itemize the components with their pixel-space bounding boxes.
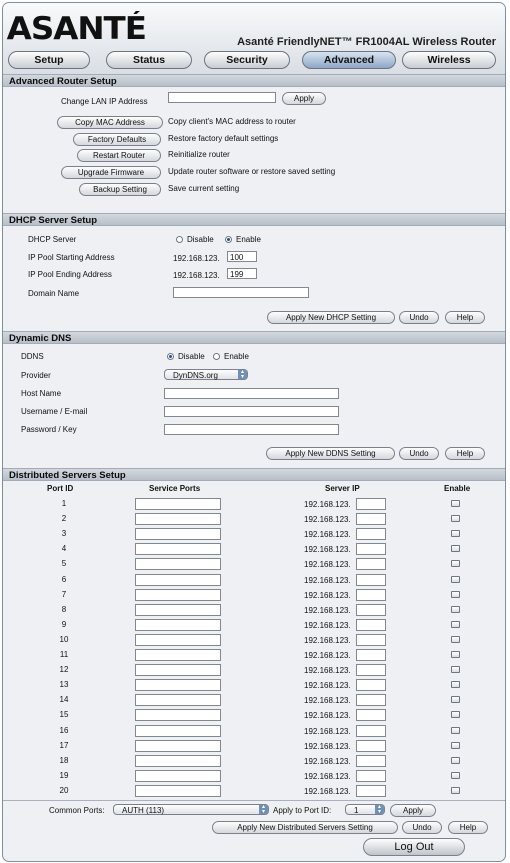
server-ip-prefix: 192.168.123. [304, 500, 351, 509]
router-admin-window [2, 2, 506, 862]
tab-setup[interactable]: Setup [8, 51, 90, 69]
enable-checkbox[interactable] [451, 576, 460, 583]
copy-mac-desc: Copy client's MAC address to router [168, 117, 296, 126]
dhcp-server-label: DHCP Server [28, 235, 77, 244]
port-id-cell: 7 [61, 590, 67, 599]
server-ip-input[interactable] [356, 513, 386, 525]
enable-checkbox[interactable] [451, 651, 460, 658]
enable-checkbox[interactable] [451, 515, 460, 522]
service-port-input[interactable] [135, 634, 221, 646]
common-ports-select[interactable] [113, 804, 269, 815]
server-ip-prefix: 192.168.123. [304, 515, 351, 524]
enable-checkbox[interactable] [451, 560, 460, 567]
apply-to-port-label: Apply to Port ID: [273, 806, 332, 815]
tab-advanced[interactable]: Advanced [302, 51, 396, 69]
service-port-input[interactable] [135, 574, 221, 586]
apply-ddns-button[interactable]: Apply New DDNS Setting [266, 447, 395, 460]
server-ip-input[interactable] [356, 543, 386, 555]
server-ip-input[interactable] [356, 740, 386, 752]
servers-undo-button[interactable]: Undo [402, 821, 442, 834]
pool-end-input[interactable]: 199 [227, 268, 257, 279]
divider [3, 800, 505, 801]
service-port-input[interactable] [135, 664, 221, 676]
port-id-cell: 12 [59, 665, 69, 674]
server-ip-input[interactable] [356, 589, 386, 601]
enable-checkbox[interactable] [451, 727, 460, 734]
server-ip-prefix: 192.168.123. [304, 666, 351, 675]
factory-defaults-desc: Restore factory default settings [168, 134, 279, 143]
port-id-cell: 5 [61, 559, 67, 568]
servers-help-button[interactable]: Help [448, 821, 488, 834]
enable-checkbox[interactable] [451, 545, 460, 552]
col-service-ports: Service Ports [149, 484, 201, 493]
server-ip-input[interactable] [356, 694, 386, 706]
server-ip-prefix: 192.168.123. [304, 787, 351, 796]
server-ip-prefix: 192.168.123. [304, 681, 351, 690]
server-ip-input[interactable] [356, 634, 386, 646]
ddns-disable-label: Disable [178, 352, 205, 361]
enable-checkbox[interactable] [451, 681, 460, 688]
server-ip-prefix: 192.168.123. [304, 576, 351, 585]
dhcp-server-setup-heading: DHCP Server Setup [3, 213, 505, 226]
enable-checkbox[interactable] [451, 530, 460, 537]
apply-dhcp-button[interactable]: Apply New DHCP Setting [267, 311, 395, 324]
service-port-input[interactable] [135, 725, 221, 737]
port-id-cell: 17 [59, 741, 69, 750]
common-ports-apply-button[interactable]: Apply [390, 804, 436, 817]
backup-setting-button[interactable]: Backup Setting [79, 183, 161, 196]
port-id-cell: 14 [59, 695, 69, 704]
server-ip-prefix: 192.168.123. [304, 530, 351, 539]
select-arrows-icon: ▴ ▾ [259, 805, 268, 814]
port-id-cell: 6 [61, 575, 67, 584]
service-port-input[interactable] [135, 740, 221, 752]
copy-mac-button[interactable]: Copy MAC Address [57, 116, 163, 129]
enable-checkbox[interactable] [451, 696, 460, 703]
provider-value: DynDNS.org [173, 371, 218, 380]
server-ip-input[interactable] [356, 498, 386, 510]
upgrade-firmware-desc: Update router software or restore saved setting [168, 167, 336, 176]
domain-name-input[interactable] [173, 287, 309, 298]
host-name-input[interactable] [164, 388, 339, 399]
main-tabs [8, 51, 500, 69]
provider-label: Provider [21, 371, 51, 380]
common-ports-label: Common Ports: [49, 806, 105, 815]
service-port-input[interactable] [135, 770, 221, 782]
restart-router-desc: Reinitialize router [168, 150, 230, 159]
port-id-cell: 1 [61, 499, 67, 508]
port-id-cell: 13 [59, 680, 69, 689]
pool-start-prefix: 192.168.123. [173, 254, 220, 263]
server-ip-prefix: 192.168.123. [304, 636, 351, 645]
dhcp-undo-button[interactable]: Undo [399, 311, 439, 324]
server-ip-prefix: 192.168.123. [304, 742, 351, 751]
enable-checkbox[interactable] [451, 711, 460, 718]
server-ip-prefix: 192.168.123. [304, 621, 351, 630]
username-input[interactable] [164, 406, 339, 417]
server-ip-prefix: 192.168.123. [304, 651, 351, 660]
service-port-input[interactable] [135, 558, 221, 570]
dynamic-dns-heading: Dynamic DNS [3, 331, 505, 344]
port-id-cell: 9 [61, 620, 67, 629]
server-ip-input[interactable] [356, 770, 386, 782]
server-ip-prefix: 192.168.123. [304, 696, 351, 705]
enable-checkbox[interactable] [451, 621, 460, 628]
server-ip-input[interactable] [356, 679, 386, 691]
server-ip-input[interactable] [356, 755, 386, 767]
password-input[interactable] [164, 424, 339, 435]
lan-ip-input[interactable] [168, 92, 276, 103]
apply-to-port-value: 1 [354, 806, 359, 815]
product-title: Asanté FriendlyNET™ FR1004AL Wireless Router [237, 36, 496, 48]
enable-checkbox[interactable] [451, 787, 460, 794]
service-port-input[interactable] [135, 589, 221, 601]
distributed-servers-heading: Distributed Servers Setup [3, 468, 505, 481]
pool-end-prefix: 192.168.123. [173, 271, 220, 280]
server-ip-input[interactable] [356, 785, 386, 797]
service-port-input[interactable] [135, 619, 221, 631]
domain-name-label: Domain Name [28, 289, 80, 298]
dhcp-help-button[interactable]: Help [445, 311, 485, 324]
tab-status[interactable]: Status [106, 51, 192, 69]
service-port-input[interactable] [135, 543, 221, 555]
enable-checkbox[interactable] [451, 757, 460, 764]
provider-select[interactable] [164, 369, 248, 380]
asante-logo: ASANTÉ [6, 11, 146, 47]
server-ip-input[interactable] [356, 574, 386, 586]
server-ip-input[interactable] [356, 649, 386, 661]
ddns-undo-button[interactable]: Undo [399, 447, 439, 460]
port-id-cell: 16 [59, 726, 69, 735]
ddns-enable-label: Enable [224, 352, 249, 361]
port-id-cell: 3 [61, 529, 67, 538]
enable-checkbox[interactable] [451, 636, 460, 643]
service-port-input[interactable] [135, 679, 221, 691]
server-ip-prefix: 192.168.123. [304, 757, 351, 766]
enable-checkbox[interactable] [451, 666, 460, 673]
ddns-help-button[interactable]: Help [445, 447, 485, 460]
server-ip-input[interactable] [356, 725, 386, 737]
select-arrows-icon: ▴ ▾ [375, 805, 384, 814]
server-ip-prefix: 192.168.123. [304, 591, 351, 600]
service-port-input[interactable] [135, 604, 221, 616]
lan-ip-label: Change LAN IP Address [61, 97, 148, 106]
col-server-ip: Server IP [325, 484, 360, 493]
server-ip-input[interactable] [356, 619, 386, 631]
upgrade-firmware-button[interactable]: Upgrade Firmware [61, 166, 161, 179]
lan-apply-button[interactable]: Apply [282, 92, 326, 105]
apply-servers-button[interactable]: Apply New Distributed Servers Setting [212, 821, 398, 834]
port-id-cell: 19 [59, 771, 69, 780]
port-id-cell: 10 [59, 635, 69, 644]
tab-wireless[interactable]: Wireless [402, 51, 496, 69]
port-id-cell: 2 [61, 514, 67, 523]
apply-to-port-select[interactable] [345, 804, 385, 815]
select-arrows-icon: ▴ ▾ [238, 370, 247, 379]
service-port-input[interactable] [135, 513, 221, 525]
advanced-router-setup-heading: Advanced Router Setup [3, 74, 505, 87]
dhcp-disable-label: Disable [187, 235, 214, 244]
server-ip-input[interactable] [356, 604, 386, 616]
col-enable: Enable [444, 484, 471, 493]
port-id-cell: 20 [59, 786, 69, 795]
server-ip-input[interactable] [356, 528, 386, 540]
dhcp-enable-label: Enable [236, 235, 261, 244]
restart-router-button[interactable]: Restart Router [77, 149, 161, 162]
enable-checkbox[interactable] [451, 742, 460, 749]
pool-start-input[interactable]: 100 [227, 251, 257, 262]
server-ip-prefix: 192.168.123. [304, 727, 351, 736]
ddns-disable-radio[interactable] [167, 353, 174, 360]
enable-checkbox[interactable] [451, 591, 460, 598]
service-port-input[interactable] [135, 528, 221, 540]
common-ports-value: AUTH (113) [122, 806, 165, 815]
enable-checkbox[interactable] [451, 500, 460, 507]
factory-defaults-button[interactable]: Factory Defaults [73, 133, 161, 146]
pool-end-label: IP Pool Ending Address [28, 270, 112, 279]
port-id-cell: 15 [59, 710, 69, 719]
ddns-label: DDNS [21, 352, 44, 361]
tab-security[interactable]: Security [204, 51, 290, 69]
server-ip-prefix: 192.168.123. [304, 545, 351, 554]
port-id-cell: 18 [59, 756, 69, 765]
logout-button[interactable]: Log Out [363, 838, 465, 856]
dhcp-enable-radio[interactable] [225, 236, 232, 243]
service-port-input[interactable] [135, 498, 221, 510]
password-label: Password / Key [21, 425, 77, 434]
server-ip-prefix: 192.168.123. [304, 560, 351, 569]
col-port-id: Port ID [47, 484, 74, 493]
header [3, 3, 505, 76]
server-ip-prefix: 192.168.123. [304, 772, 351, 781]
service-port-input[interactable] [135, 649, 221, 661]
server-ip-prefix: 192.168.123. [304, 606, 351, 615]
port-id-cell: 8 [61, 605, 67, 614]
pool-start-label: IP Pool Starting Address [28, 253, 115, 262]
username-label: Username / E-mail [21, 407, 88, 416]
ddns-enable-radio[interactable] [213, 353, 220, 360]
service-port-input[interactable] [135, 785, 221, 797]
server-ip-input[interactable] [356, 709, 386, 721]
service-port-input[interactable] [135, 755, 221, 767]
server-ip-prefix: 192.168.123. [304, 711, 351, 720]
backup-setting-desc: Save current setting [168, 184, 240, 193]
dhcp-disable-radio[interactable] [176, 236, 183, 243]
host-name-label: Host Name [21, 389, 62, 398]
port-id-cell: 4 [61, 544, 67, 553]
enable-checkbox[interactable] [451, 772, 460, 779]
server-ip-input[interactable] [356, 558, 386, 570]
service-port-input[interactable] [135, 694, 221, 706]
server-ip-input[interactable] [356, 664, 386, 676]
enable-checkbox[interactable] [451, 606, 460, 613]
port-id-cell: 11 [59, 650, 69, 659]
service-port-input[interactable] [135, 709, 221, 721]
